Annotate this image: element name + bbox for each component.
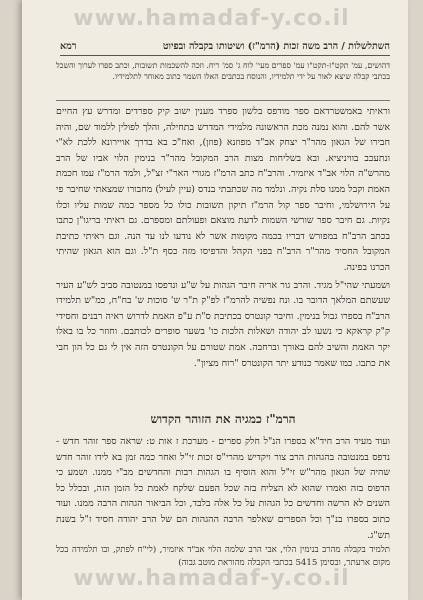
body-paragraph-1: וראיתי באמשטרדאם ספר מודפס בלשון ספרד מענין ישוב קיק ספרדים ומדרש עץ החיים אשר להם. והוא נמנה מכת הראשונה מלמידי המדרש בתחילה, והלך לפולין ללמוד שם, והיה חבירו של הגאון מהר"ר יצחק אב"ד מפוזנא (פוזן), ואח"כ בא בדרך אויירונא ללכת לא"י ונתעכב בוויניציא. ובא בשליחות מצות הרב המקובל מהר"ר בנימין הלוי אביו של הרב מהרש"ה הלוי אב"ד איזמיר. והרב"ח כתב הרמ"ז מגורי האר"י זצ"ל, ולמד הרמ"ז עמו חכמת האמת וקבל ממנו סלת נקיה. ונלמד מה שכתבתי בנדס (עיין לעיל) מחבורו שמצאתי שחיבר פי על הירושלמי, וחיבר ספר קול הרמ"ז תיקון תשובות כולו כל מספר כמה שמות עליו וכלו נקיות. גם חיבר ספר שורשי השמות לדעת מוצאם ופעולתם ומספרם. גם ראיתי בריגו"ן כתבו בכתב הרב"ח במפורש דבריו בכמה מקומות אשר לא נודעו לנו עד הנה. וגם ראיתי כתיבת המקובל החסיד מהר"ר הרב"ח בפני הקהל והדפיסו מזה כסף ת"ל. וגם הוא הגאון שהיתי הכרנו בפינה.	[56, 106, 390, 273]
main-body	[56, 104, 390, 404]
top-footnote: דהושים, עמ' תקט"ז-תקט"ו עמ' ספרים מעי' לוח ג' סמ' ריח. וזכה להשכמות תשובות, וכתב ספרו לערוך והשכל בכתבי קבלה שיצא לאור על ידי תלמידיו, והנוסח בכתבים האלו השמר כתוב מאוחר לתלמידיו.	[56, 61, 390, 81]
watermark-bottom: www.hamadaf-y.co.il	[73, 566, 350, 591]
book-page	[22, 0, 408, 600]
body-paragraph-3: ושמעתי שהי"ל מגיד. והרב גור אריה חיבר הגהות על ש"ע ונדפסו במנטובה סביב לש"ע העיר שעשתם המלאך הדובר בו. ונח נפשיה להרמ"ז לפ"ק ת"ר ש' סוכות ש' בח"ח, כמ"ש תלמידו הרב"ח בספרו גבול בנימין. וחיבר קונטרס בכתיבת ס"ת ע"פ האמת לדרוש ראיה רבנים וחסידי ק"ק קראקא כי נשעו לב יהודה ושאלות הלכות כו' בשער סופרים לכותבם. וחוזר כל בו באלו יקר האמת והשיב להם באורך וברחבה. אמת שטורם על הקונטרס הזה אין לי גם כל הון חבי את כתבו. כמו שאמר כנודע יתר הקונטרס "רוח מציון".	[56, 279, 390, 369]
header-title: השתלשלות / הרב משה זכות (הרמ"ז) ושיטותו בקבלה ובפיוט	[162, 41, 390, 52]
section-paragraph-2: תלמיד בקבלה מהרב בנימין הלוי, אבי הרב שלמה הלוי אב"ד איזמיר, (לי"ח לפתק, ובו תלמידה בכל מקום ארעתר, ובסימן 5415 בכתבי הקבלה מהוראת מוטב גבוה)	[56, 545, 390, 568]
section-paragraph-1: ועוד מעיד הרב חיד"א בספרו הנ"ל חלק ספרים - מערכת ז אות ט: שראה ספר זוהר חדש - נדפס במנטובה בהגהות הרב צור ויקדיש מהרי"ס זכות זי"ל ואחר כמה זמן בא לידו זוהר חדש שהיה של הגאון מהר"ש זי"ל והוא הוסיף בו הגהות רבות והחדשים מב"י ממנו. ושמע כי הדפוס בזה ואמרו שהוא לא הצליח בזה שכל הפעם שלקח לאמת כל הזמן הזה, ובכלל כל השנים לא הרשה וחדשים כל הגהות על כל אלה בלבד, וכל הביאור הגהות הרבה ממנו. ועוד כתוב בספרו בנ"ך וכל הספרים שאלפר הרבה ההגהות הם של הרב יהודה חסיד ז"ל בשנת תש"ג.	[56, 436, 390, 541]
section-heading: הרמ"ז כמגיה את הזוהר הקדוש	[150, 412, 296, 426]
page-number: רמא	[60, 41, 77, 52]
running-header	[60, 41, 390, 56]
watermark-top: www.hamadaf-y.co.il	[73, 6, 350, 31]
section-body	[56, 434, 390, 542]
footnote-divider	[56, 100, 390, 101]
